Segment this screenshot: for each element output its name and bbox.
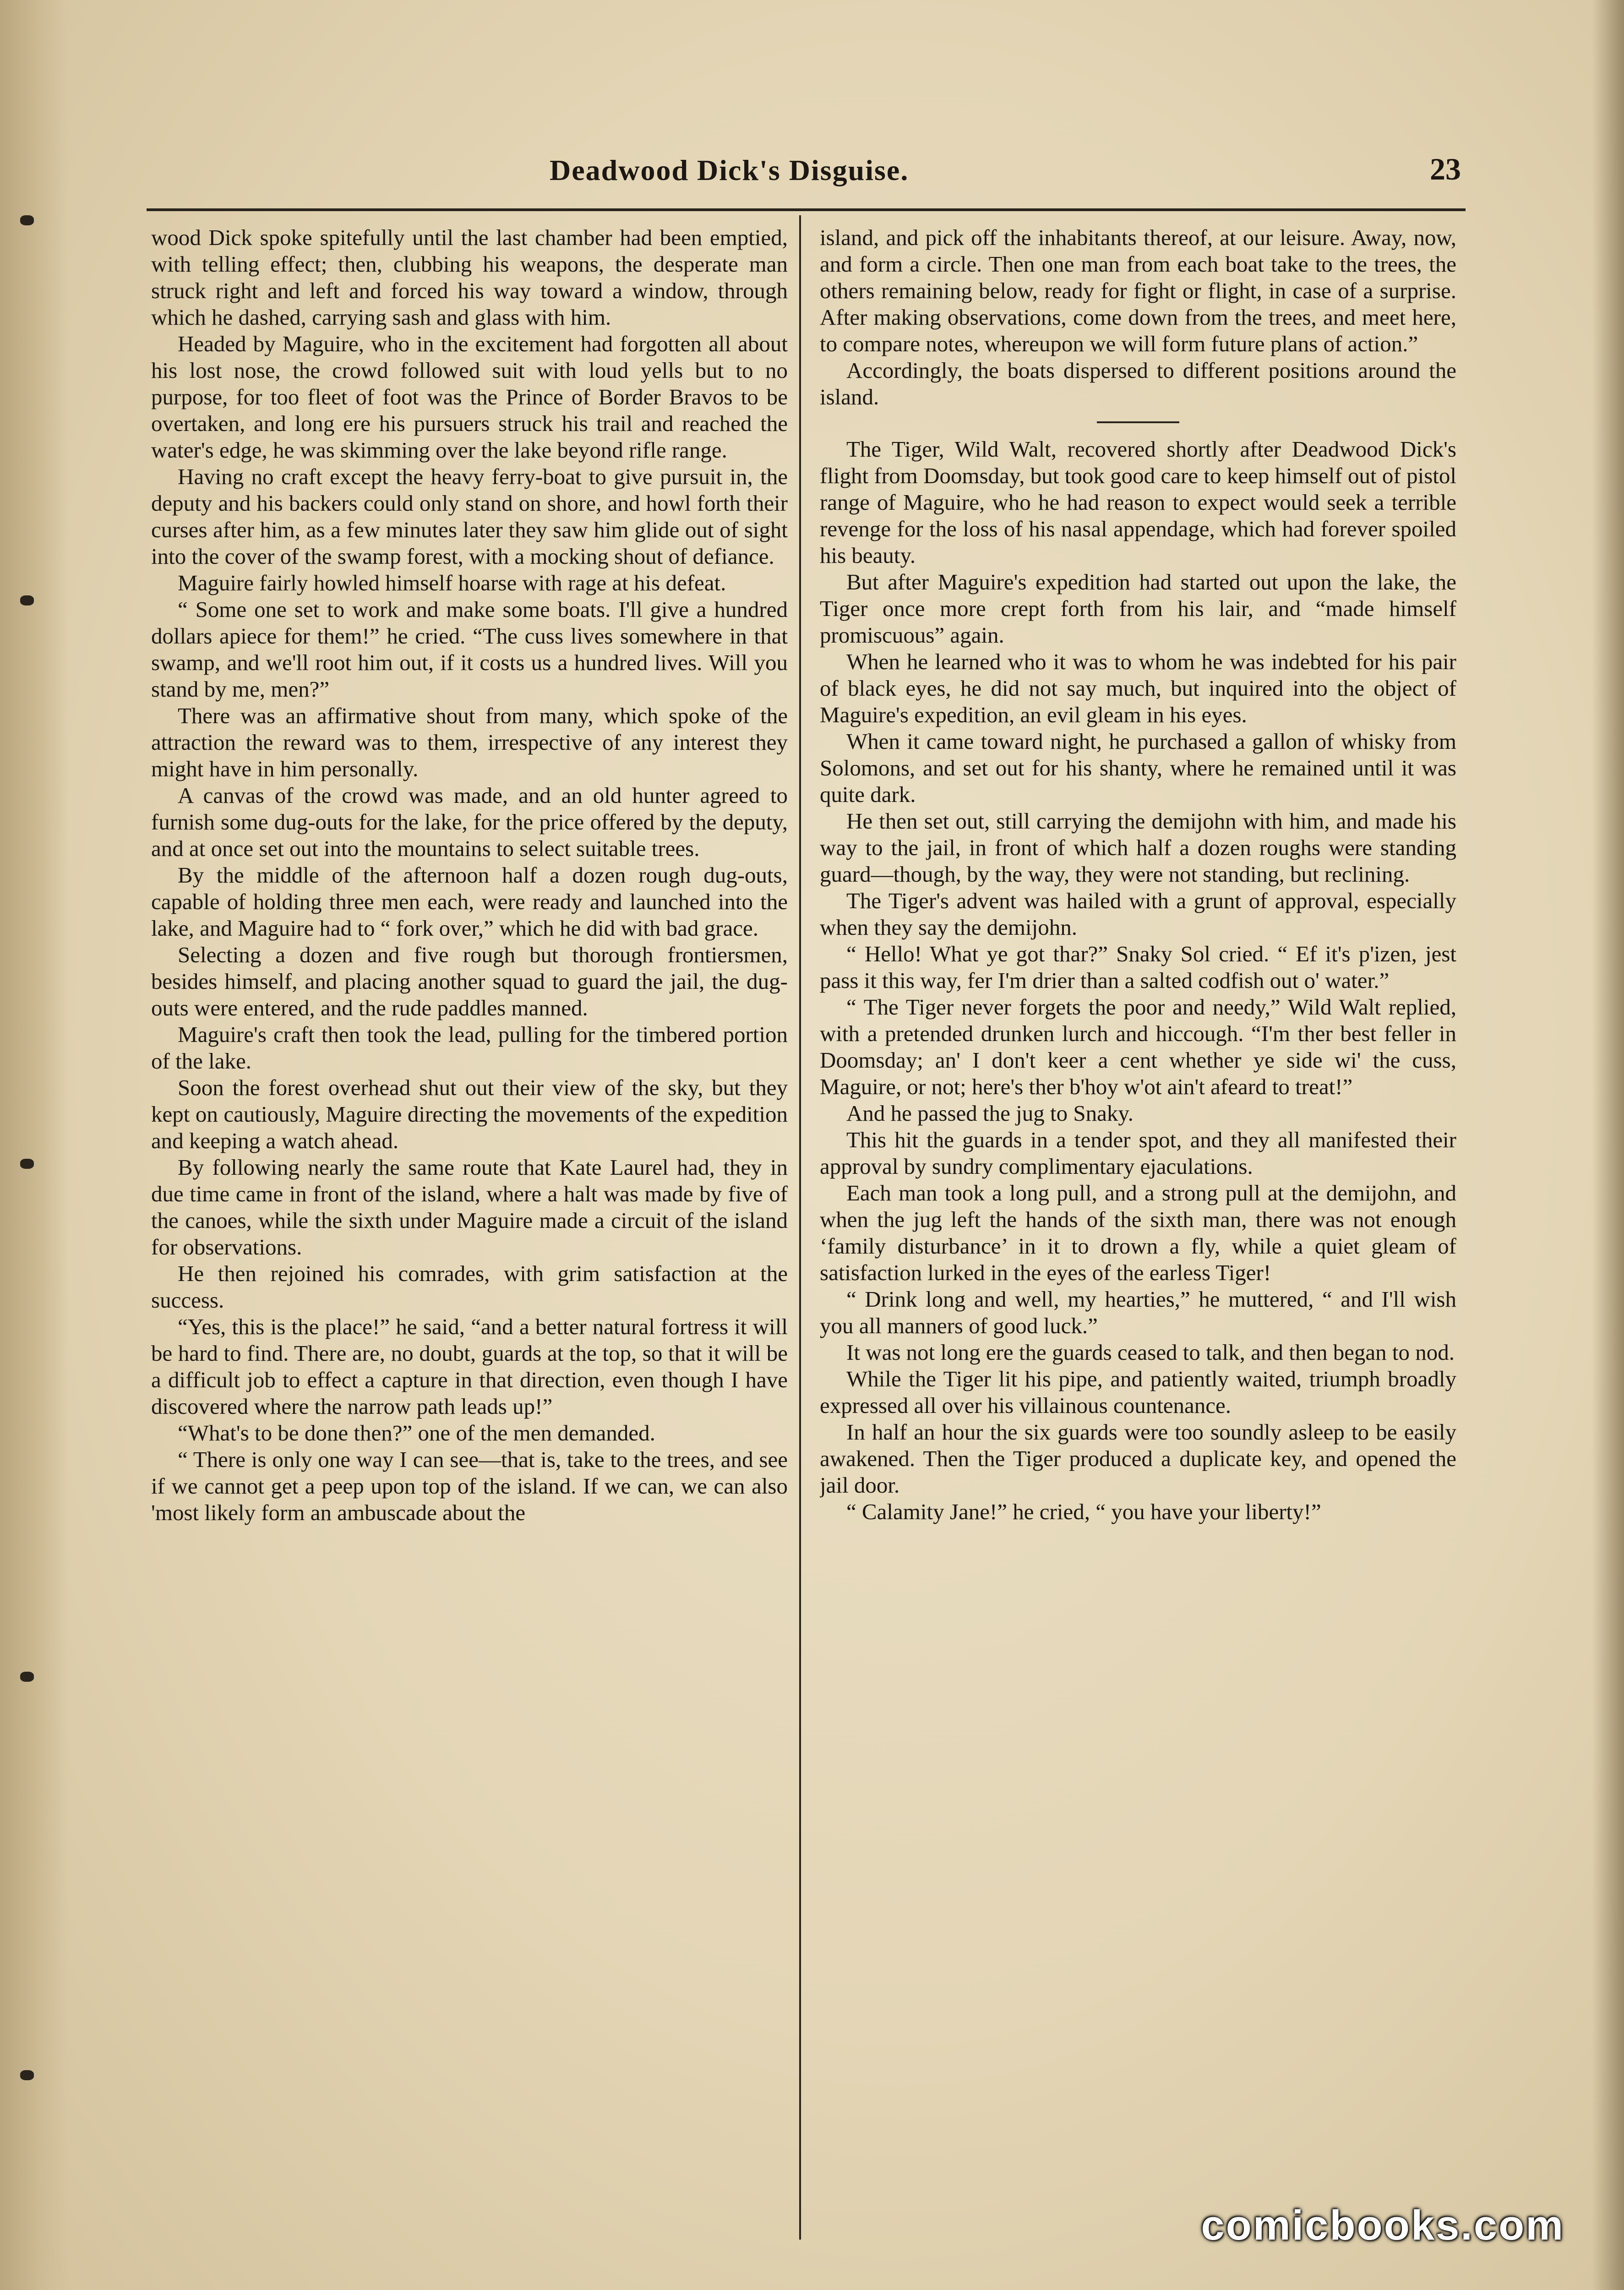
paragraph: And he passed the jug to Snaky. xyxy=(846,1101,1134,1126)
header-rule xyxy=(147,208,1466,211)
paragraph: “Yes, this is the place!” he said, “and a better natural fortress it will be hard to find. There are, no doubt, guards at the top, so that it will be a difficult job to effect a capture in that direction, even though I have discovered where the narrow path leads up!” xyxy=(151,1314,788,1419)
paragraph: By the middle of the afternoon half a dozen rough dug-outs, capable of holding three men each, were ready and launched into the lake, and Maguire had to “ fork over,” which he did with bad grace. xyxy=(151,862,788,941)
paragraph: “ Drink long and well, my hearties,” he muttered, “ and I'll wish you all manners of good luck.” xyxy=(820,1287,1456,1338)
paragraph: The Tiger, Wild Walt, recovered shortly after Deadwood Dick's flight from Doomsday, but took good care to keep himself out of pistol range of Maguire, who he had reason to expect would seek a terrible revenge for the loss of his nasal appendage, which had forever spoiled his beauty. xyxy=(820,436,1456,568)
paragraph: Selecting a dozen and five rough but thorough frontiersmen, besides himself, and placing another squad to guard the jail, the dug-outs were entered, and the rude paddles manned. xyxy=(151,942,788,1020)
binding-stitch xyxy=(20,215,34,225)
paragraph: He then set out, still carrying the demijohn with him, and made his way to the jail, in front of which half a dozen roughs were standing guard—though, by the way, they were not standing, but reclining. xyxy=(820,808,1456,887)
paragraph: Each man took a long pull, and a strong pull at the demijohn, and when the jug left the hands of the sixth man, there was not enough ‘family disturbance’ in it to drown a fly, while a quiet gleam of satisfaction lurked in the eyes of the earless Tiger! xyxy=(820,1180,1456,1285)
page-number: 23 xyxy=(1430,152,1461,186)
paragraph: “ Calamity Jane!” he cried, “ you have your liberty!” xyxy=(846,1499,1321,1524)
paragraph: While the Tiger lit his pipe, and patiently waited, triumph broadly expressed all over his villainous countenance. xyxy=(820,1366,1456,1418)
paragraph: wood Dick spoke spitefully until the last chamber had been emptied, with telling effect; then, clubbing his weapons, the desperate man struck right and left and forced his way toward a window, through which he dashed, carrying sash and glass with him. xyxy=(151,225,788,330)
page-binding-edge xyxy=(0,0,69,2290)
paragraph: Maguire's craft then took the lead, pulling for the timbered portion of the lake. xyxy=(151,1022,788,1074)
binding-stitch xyxy=(20,595,34,605)
left-column xyxy=(151,224,788,1526)
paragraph: When it came toward night, he purchased a gallon of whisky from Solomons, and set out for his shanty, where he remained until it was quite dark. xyxy=(820,729,1456,807)
paragraph: “ Hello! What ye got thar?” Snaky Sol cried. “ Ef it's p'izen, jest pass it this way, fer I'm drier than a salted codfish out o' water.” xyxy=(820,941,1456,993)
running-head-title: Deadwood Dick's Disguise. xyxy=(550,154,909,186)
right-column xyxy=(820,224,1456,1525)
site-watermark: comicbooks.com xyxy=(1201,2202,1564,2249)
paragraph: Headed by Maguire, who in the excitement had forgotten all about his lost nose, the crowd followed suit with loud yells but to no purpose, for too fleet of foot was the Prince of Border Bravos to be overtaken, and long ere his pursuers struck his trail and reached the water's edge, he was skimming over the lake beyond rifle range. xyxy=(151,331,788,463)
section-break-rule xyxy=(1097,421,1179,423)
paragraph: In half an hour the six guards were too soundly asleep to be easily awakened. Then the Tiger produced a duplicate key, and opened the jail door. xyxy=(820,1419,1456,1498)
paragraph: But after Maguire's expedition had started out upon the lake, the Tiger once more crept forth from his lair, and “made himself promiscuous” again. xyxy=(820,569,1456,648)
binding-stitch xyxy=(20,1672,34,1682)
paragraph: “ Some one set to work and make some boats. I'll give a hundred dollars apiece for them!” he cried. “The cuss lives somewhere in that swamp, and we'll root him out, if it costs us a hundred lives. Will you stand by me, men?” xyxy=(151,597,788,702)
paragraph: This hit the guards in a tender spot, and they all manifested their approval by sundry complimentary ejaculations. xyxy=(820,1127,1456,1179)
paragraph: island, and pick off the inhabitants thereof, at our leisure. Away, now, and form a circle. Then one man from each boat take to the trees, the others remaining below, ready for fight or flight, in case of a surprise. After making observations, come down from the trees, and meet here, to compare notes, whereupon we will form future plans of action.” xyxy=(820,225,1456,356)
paragraph: Soon the forest overhead shut out their view of the sky, but they kept on cautiously, Maguire directing the movements of the expedition and keeping a watch ahead. xyxy=(151,1075,788,1153)
paragraph: Maguire fairly howled himself hoarse with rage at his defeat. xyxy=(178,570,726,595)
paragraph: By following nearly the same route that Kate Laurel had, they in due time came in front of the island, where a halt was made by five of the canoes, while the sixth under Maguire made a circuit of the island for observations. xyxy=(151,1155,788,1260)
binding-stitch xyxy=(20,2070,34,2080)
page-right-edge xyxy=(1592,0,1624,2290)
paragraph: It was not long ere the guards ceased to talk, and then began to nod. xyxy=(846,1340,1455,1365)
paragraph: A canvas of the crowd was made, and an old hunter agreed to furnish some dug-outs for the lake, for the price offered by the deputy, and at once set out into the mountains to select suitable trees. xyxy=(151,783,788,861)
paragraph: “ The Tiger never forgets the poor and needy,” Wild Walt replied, with a pretended drunken lurch and hiccough. “I'm ther best feller in Doomsday; an' I don't keer a cent whether ye side wi' the cuss, Maguire, or not; here's ther b'hoy w'ot ain't afeard to treat!” xyxy=(820,994,1456,1099)
paragraph: When he learned who it was to whom he was indebted for his pair of black eyes, he did not say much, but inquired into the object of Maguire's expedition, an evil gleam in his eyes. xyxy=(820,649,1456,727)
paragraph: Having no craft except the heavy ferry-boat to give pursuit in, the deputy and his backers could only stand on shore, and howl forth their curses after him, as a few minutes later they saw him glide out of sight into the cover of the swamp forest, with a mocking shout of defiance. xyxy=(151,464,788,569)
paragraph: “ There is only one way I can see—that is, take to the trees, and see if we cannot get a peep upon top of the island. If we can, we can also 'most likely form an ambuscade about the xyxy=(151,1447,788,1525)
paragraph: “What's to be done then?” one of the men demanded. xyxy=(178,1420,655,1445)
column-divider xyxy=(799,215,801,2240)
binding-stitch xyxy=(20,1159,34,1169)
paragraph: Accordingly, the boats dispersed to different positions around the island. xyxy=(820,358,1456,409)
paragraph: There was an affirmative shout from many, which spoke of the attraction the reward was to them, irrespective of any interest they might have in him personally. xyxy=(151,703,788,781)
paragraph: He then rejoined his comrades, with grim satisfaction at the success. xyxy=(151,1261,788,1313)
paragraph: The Tiger's advent was hailed with a grunt of approval, especially when they say the demijohn. xyxy=(820,888,1456,940)
